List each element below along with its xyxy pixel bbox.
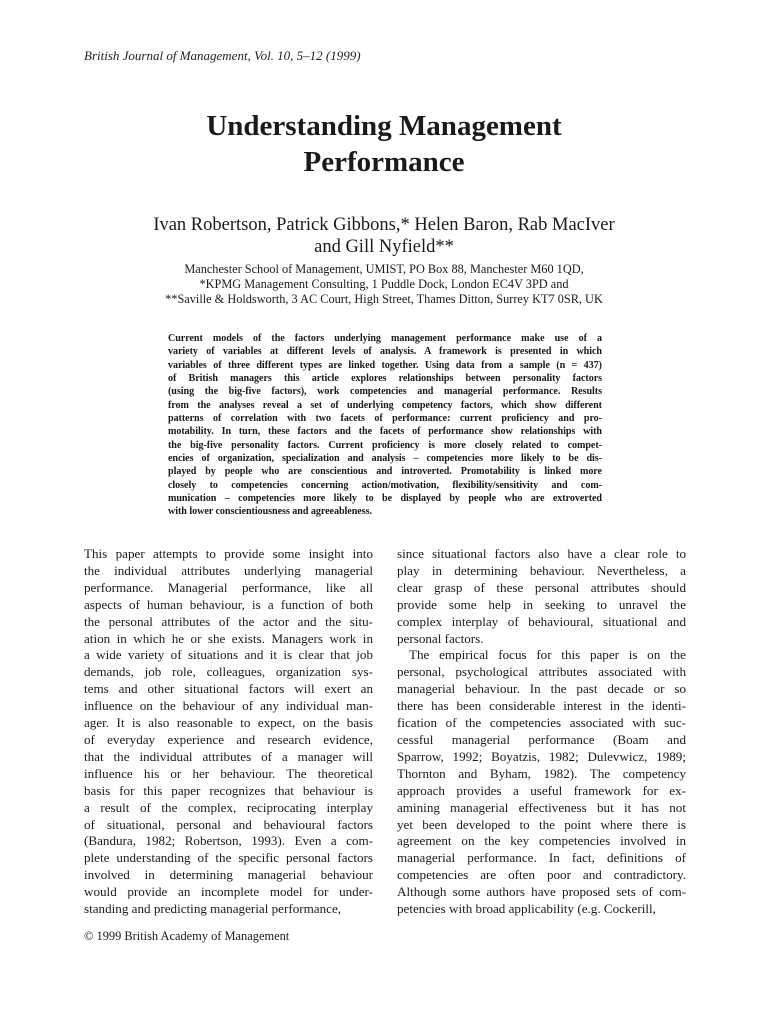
author-line: and Gill Nyfield** <box>314 237 454 257</box>
body-text-line: aspects of human behaviour, is a function of both <box>84 596 373 612</box>
body-text-line: plete understanding of the specific personal factors <box>84 850 373 866</box>
abstract-line: with lower conscientiousness and agreeableness. <box>168 506 372 518</box>
body-text-line: provide some help in seeking to unravel the <box>397 596 686 612</box>
affiliation-line: Manchester School of Management, UMIST, PO Box 88, Manchester M60 1QD, <box>184 262 584 276</box>
body-text-line: fication of the competencies associated with suc- <box>397 715 686 731</box>
abstract-line: patterns of correlation with two facets of performance: current proficiency and pro- <box>168 413 602 425</box>
abstract-line: closely to competencies concerning action/motivation, flexibility/sensitivity and com- <box>168 479 602 491</box>
journal-citation: British Journal of Management, Vol. 10, 5–12 (1999) <box>84 48 361 63</box>
body-text-line: The empirical focus for this paper is on the <box>409 647 686 663</box>
body-text-line: clear grasp of these personal attributes should <box>397 579 686 595</box>
body-text-line: Sparrow, 1992; Boyatzis, 1982; Dulevwicz, 1989; <box>397 748 686 764</box>
body-text-line: yet been developed to the point where there is <box>397 816 686 832</box>
body-text-line: personal, psychological attributes associated with <box>397 664 686 680</box>
body-text-line: approach provides a useful framework for ex- <box>397 782 686 798</box>
body-text-line: complex interplay of behavioural, situational and <box>397 613 686 629</box>
body-text-line: since situational factors also have a clear role to <box>397 546 686 561</box>
body-text-line: that the individual attributes of a manager will <box>84 748 373 764</box>
author-list <box>0 214 768 258</box>
body-text-line: there has been considerable interest in the identi- <box>397 698 686 714</box>
abstract-line: the big-five personality factors. Current proficiency is more closely related to compet- <box>168 439 602 451</box>
body-text-line: performance. Managerial performance, like all <box>84 579 373 595</box>
author-line: Ivan Robertson, Patrick Gibbons,* Helen Baron, Rab MacIver <box>153 215 615 235</box>
body-text-line: a wide variety of situations and it is clear that job <box>84 647 373 663</box>
copyright-notice: © 1999 British Academy of Management <box>84 929 290 943</box>
body-text-line: tems and other situational factors will exert an <box>84 681 373 697</box>
abstract-line: encies of organization, specialization and analysis – competencies more likely to be dis- <box>168 453 602 465</box>
abstract-line: (using the big-five factors), work competencies and managerial performance. Results <box>168 386 602 398</box>
body-text-line: play in determining behaviour. Nevertheless, a <box>397 562 686 578</box>
abstract-line: played by people who are conscientious and introverted. Promotability is linked more <box>168 466 602 478</box>
body-text-line: standing and predicting managerial performance, <box>84 901 342 917</box>
body-text-line: influence on the behaviour of any individual man- <box>84 698 373 714</box>
body-text-line: competencies are often poor and contradictory. <box>397 867 686 883</box>
article-title-line: Understanding Management <box>206 110 562 142</box>
body-text-line: agreement on the key competencies involved in <box>397 833 686 849</box>
body-text-line: cessful managerial performance (Boam and <box>397 731 686 747</box>
affiliation-line: *KPMG Management Consulting, 1 Puddle Dock, London EC4V 3PD and <box>199 277 569 292</box>
body-text-line: petencies with broad applicability (e.g. Cockerill, <box>397 901 656 917</box>
body-text-line: demands, job role, colleagues, organization sys- <box>84 664 373 680</box>
body-text-line: managerial behaviour. In the past decade or so <box>397 681 686 697</box>
body-text-line: involved in determining managerial behaviour <box>84 867 373 883</box>
body-text-line: the personal attributes of the actor and the situ- <box>84 613 373 629</box>
abstract-line: variables of three different types are linked together. Using data from a sample (n = 437) <box>168 359 602 371</box>
body-text-line: basis for this paper recognizes that behaviour is <box>84 782 373 798</box>
article-title <box>0 108 768 180</box>
body-text-line: of everyday experience and research evidence, <box>84 731 373 747</box>
body-text-line: influence his or her behaviour. The theoretical <box>84 765 373 781</box>
body-text-line: the individual attributes underlying managerial <box>84 562 373 578</box>
abstract-line: of British managers this article explores relationships between personality factors <box>168 373 602 385</box>
body-text-line: personal factors. <box>397 630 484 646</box>
body-text-line: ation in which he or she exists. Managers work in <box>84 630 373 646</box>
abstract-line: Current models of the factors underlying management performance make use of a <box>168 333 602 344</box>
body-text-line: of situational, personal and behavioural factors <box>84 816 373 832</box>
body-text-line: ager. It is also reasonable to expect, on the basis <box>84 715 373 731</box>
body-text-line: This paper attempts to provide some insight into <box>84 546 373 561</box>
abstract-line: munication – competencies more likely to be displayed by people who are extroverted <box>168 493 602 505</box>
body-column-right <box>397 546 686 918</box>
body-text-line: a result of the complex, reciprocating interplay <box>84 799 373 815</box>
body-text-line: amining managerial effectiveness but it has not <box>397 799 686 815</box>
body-text-line: managerial performance. In fact, definitions of <box>397 850 686 866</box>
abstract-line: variety of variables at different levels of analysis. A framework is presented in which <box>168 346 602 358</box>
abstract-line: from the analyses reveal a set of underlying competency factors, which show different <box>168 399 602 411</box>
body-text-line: Although some authors have proposed sets of com- <box>397 884 686 900</box>
affiliations <box>0 262 768 308</box>
body-text-line: would provide an incomplete model for under- <box>84 884 373 900</box>
affiliation-line: **Saville & Holdsworth, 3 AC Court, High Street, Thames Ditton, Surrey KT7 0SR, UK <box>165 292 603 307</box>
abstract-line: motability. In turn, these factors and the facets of performance show relationships with <box>168 426 602 438</box>
article-title-line: Performance <box>303 146 465 178</box>
body-column-left <box>84 546 373 918</box>
abstract <box>168 332 602 519</box>
body-text-line: Thornton and Byham, 1982). The competency <box>397 765 686 781</box>
body-text-line: (Bandura, 1982; Robertson, 1993). Even a com- <box>84 833 373 849</box>
